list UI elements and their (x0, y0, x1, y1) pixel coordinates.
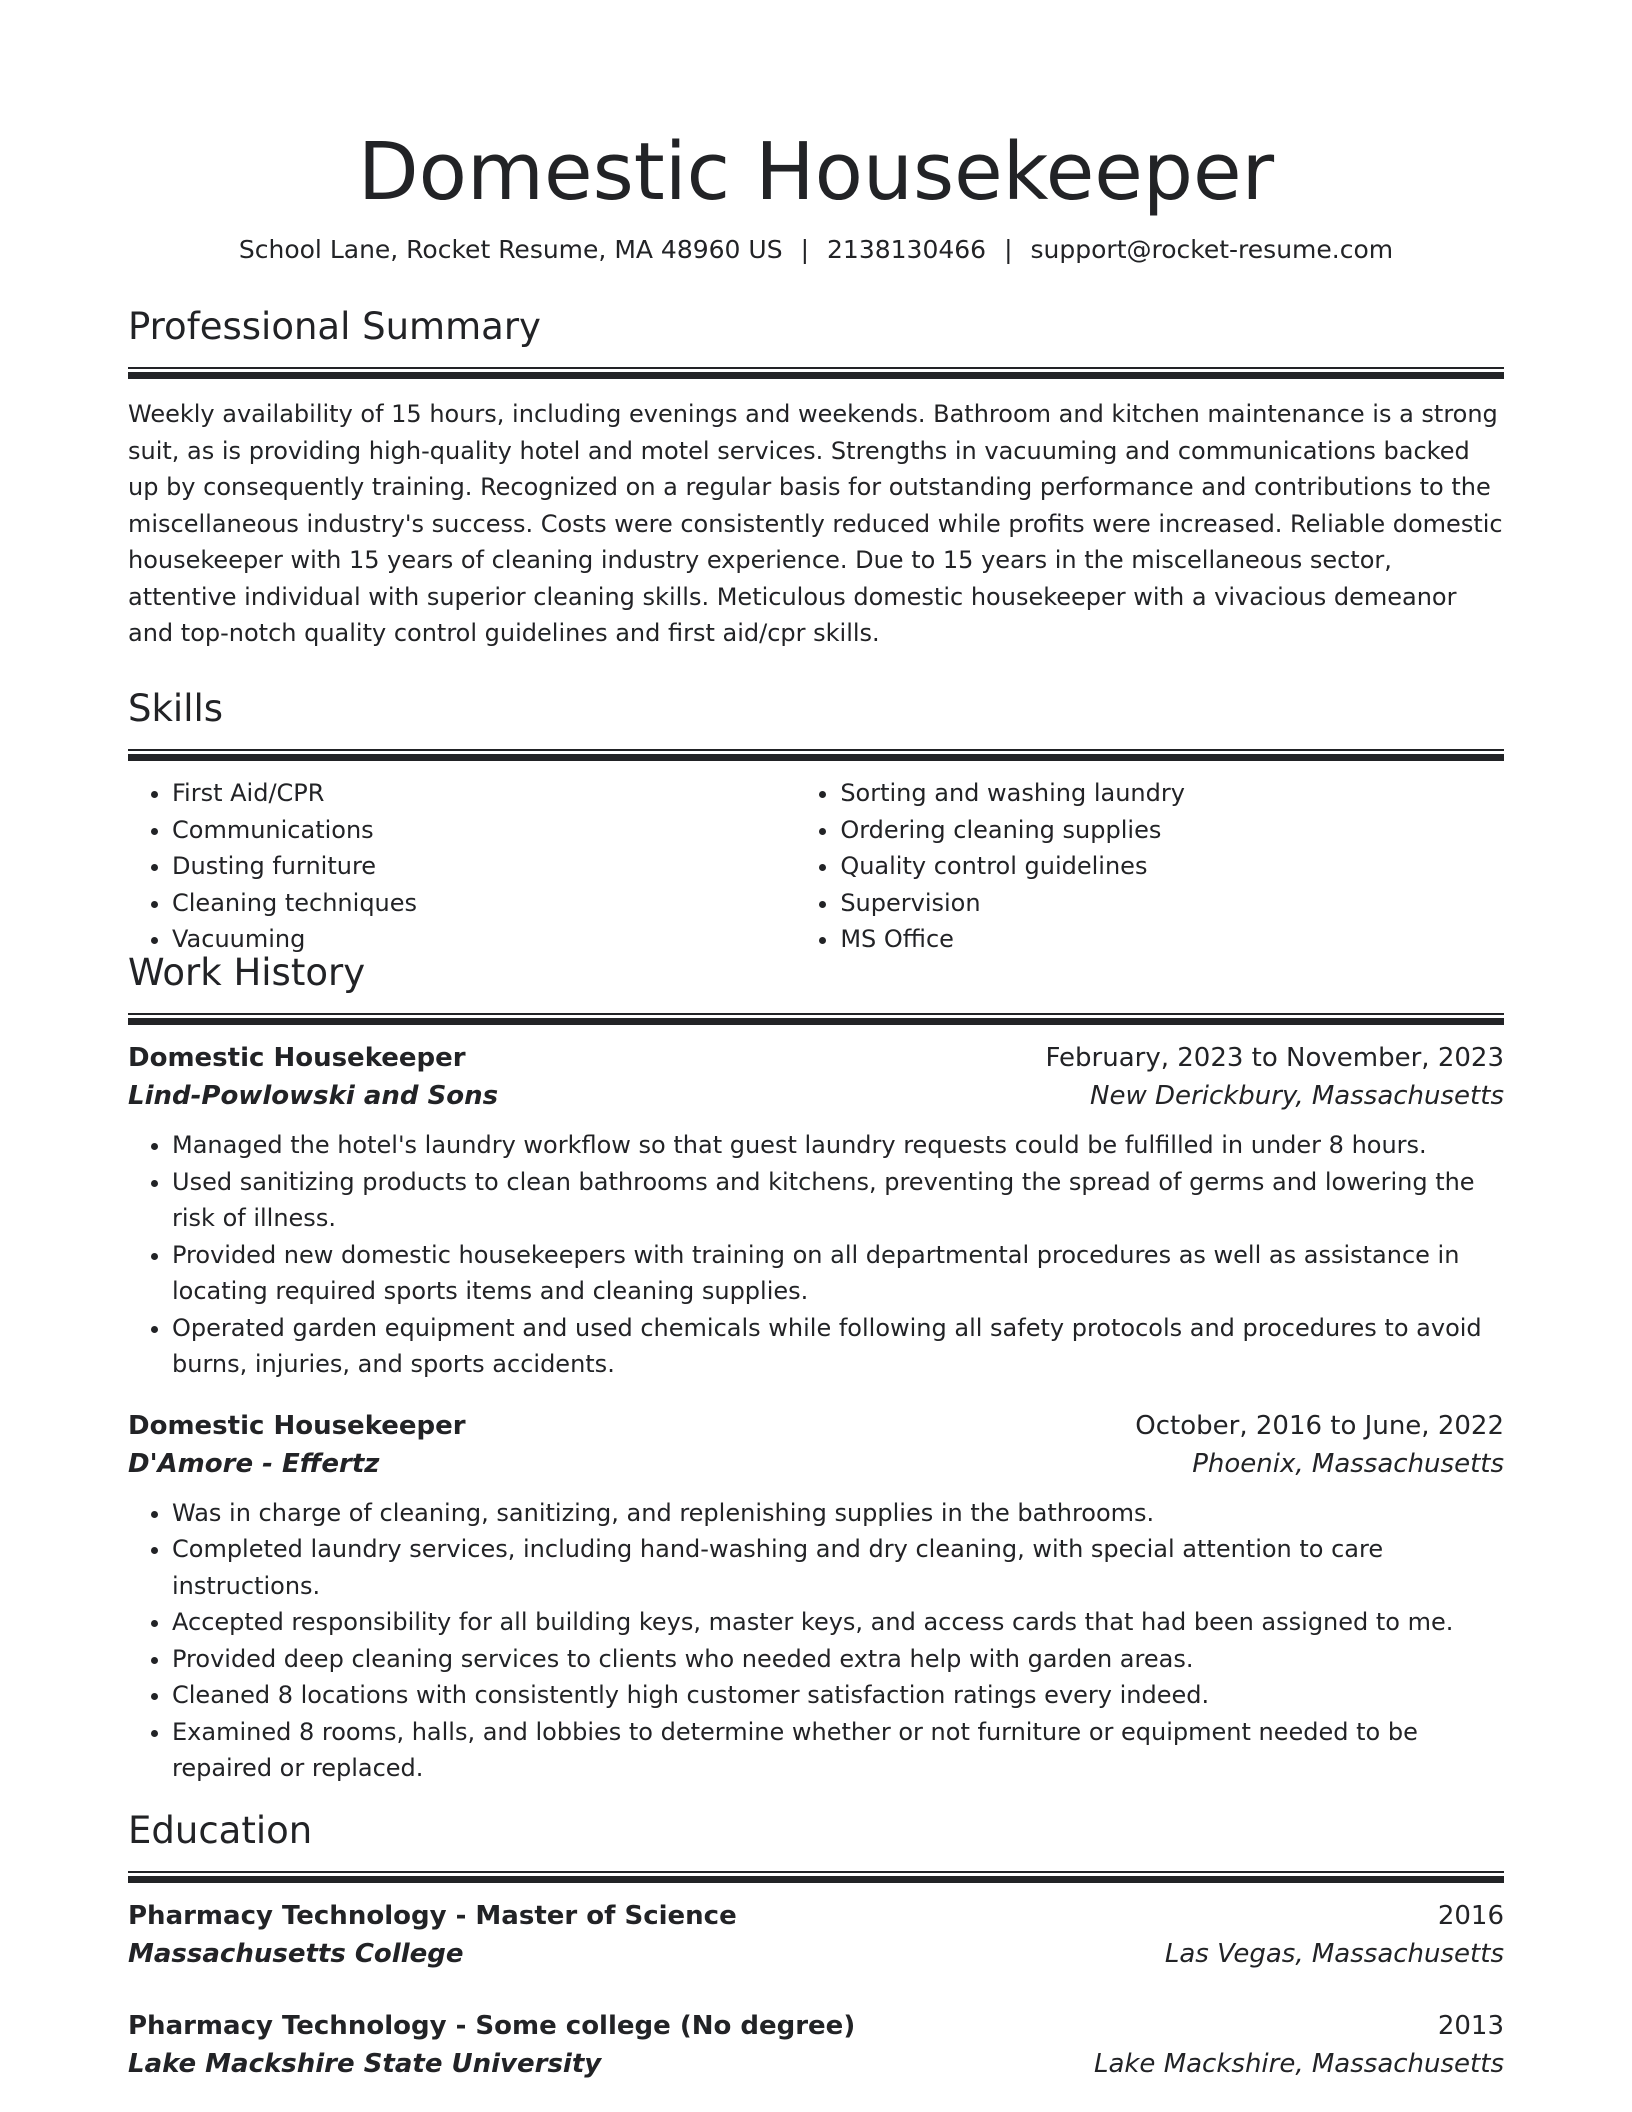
skill-item: • MS Office (840, 921, 1504, 958)
duty-item: • Cleaned 8 locations with consistently high customer satisfaction ratings every indeed. (172, 1677, 1504, 1714)
job-title: Domestic Housekeeper (128, 1410, 466, 1441)
school-location: Las Vegas, Massachusetts (1164, 1938, 1504, 1969)
section-title-work: Work History (128, 951, 366, 994)
education-subheader (128, 1935, 1504, 1973)
education-entry (128, 2007, 1504, 2083)
skill-item: • Communications (172, 812, 796, 849)
company-name: D'Amore - Effertz (128, 1448, 380, 1479)
job-duties (128, 1127, 1504, 1383)
skill-item: • Vacuuming (172, 921, 796, 958)
school-name: Lake Mackshire State University (128, 2048, 602, 2079)
graduation-year: 2016 (1437, 1900, 1504, 1931)
section-title-skills: Skills (128, 687, 224, 730)
resume-page (128, 0, 1504, 2083)
education-section (128, 1807, 1504, 2083)
address: School Lane, Rocket Resume, MA 48960 US (238, 235, 783, 264)
company-name: Lind-Powlowski and Sons (128, 1081, 499, 1111)
skill-item: • Cleaning techniques (172, 885, 796, 922)
job-duties (128, 1495, 1504, 1787)
job-entry (128, 1407, 1504, 1787)
education-header (128, 2007, 1504, 2045)
separator: | (800, 235, 810, 264)
section-title-summary: Professional Summary (128, 305, 541, 348)
job-location: Phoenix, Massachusetts (1192, 1448, 1504, 1479)
email-link[interactable]: support@rocket-resume.com (1030, 235, 1394, 264)
summary-section (128, 303, 1504, 652)
section-divider (128, 1871, 1504, 1883)
education-header (128, 1897, 1504, 1935)
section-divider (128, 367, 1504, 379)
skill-item: • Quality control guidelines (840, 848, 1504, 885)
section-title-education: Education (128, 1808, 313, 1852)
education-subheader (128, 2045, 1504, 2083)
section-divider (128, 1013, 1504, 1025)
contact-line (128, 233, 1504, 267)
education-entry (128, 1897, 1504, 1973)
phone: 2138130466 (827, 235, 987, 264)
separator: | (1004, 235, 1013, 264)
skills-list-left (128, 775, 796, 953)
job-subheader (128, 1445, 1504, 1483)
job-header (128, 1039, 1504, 1077)
job-title: Domestic Housekeeper (128, 1043, 466, 1073)
duty-item: • Completed laundry services, including hand-washing and dry cleaning, with special attention to care instructions. (172, 1531, 1504, 1604)
job-dates: February, 2023 to November, 2023 (1045, 1043, 1504, 1073)
graduation-year: 2013 (1437, 2010, 1504, 2041)
job-entry (128, 1039, 1504, 1383)
work-history-section (128, 949, 1504, 1787)
degree-title: Pharmacy Technology - Master of Science (128, 1900, 737, 1931)
skill-item: • Ordering cleaning supplies (840, 812, 1504, 849)
summary-text: Weekly availability of 15 hours, including evenings and weekends. Bathroom and kitchen maintenance is a strong suit, as is providing high-quality hotel and motel services. Strengths in vacuuming and communications backed up by consequently training. Recognized on a regular basis for outstanding performance and contributions to the miscellaneous industry's success. Costs were consistently reduced while profits were increased. Reliable domestic housekeeper with 15 years of cleaning industry experience. Due to 15 years in the miscellaneous sector, attentive individual with superior cleaning skills. Meticulous domestic housekeeper with a vivacious demeanor and top-notch quality control guidelines and first aid/cpr skills. (128, 400, 1503, 647)
skill-item: • First Aid/CPR (172, 775, 796, 812)
job-dates: October, 2016 to June, 2022 (1135, 1410, 1504, 1441)
duty-item: • Was in charge of cleaning, sanitizing, and replenishing supplies in the bathrooms. (172, 1495, 1504, 1532)
skills-section (128, 685, 1504, 953)
job-subheader (128, 1077, 1504, 1115)
skill-item: • Dusting furniture (172, 848, 796, 885)
duty-item: • Examined 8 rooms, halls, and lobbies to determine whether or not furniture or equipment needed to be repaired or replaced. (172, 1714, 1504, 1787)
duty-item: • Provided new domestic housekeepers with training on all departmental procedures as well as assistance in locating required sports items and cleaning supplies. (172, 1237, 1504, 1310)
duty-item: • Used sanitizing products to clean bathrooms and kitchens, preventing the spread of germs and lowering the risk of illness. (172, 1164, 1504, 1237)
duty-item: • Provided deep cleaning services to clients who needed extra help with garden areas. (172, 1641, 1504, 1678)
duty-item: • Operated garden equipment and used chemicals while following all safety protocols and procedures to avoid burns, injuries, and sports accidents. (172, 1310, 1504, 1383)
skill-item: • Sorting and washing laundry (840, 775, 1504, 812)
duty-item: • Accepted responsibility for all building keys, master keys, and access cards that had been assigned to me. (172, 1604, 1504, 1641)
school-location: Lake Mackshire, Massachusetts (1093, 2048, 1504, 2079)
school-name: Massachusetts College (128, 1938, 464, 1969)
section-divider (128, 749, 1504, 761)
skills-list-right (796, 775, 1504, 953)
degree-title: Pharmacy Technology - Some college (No degree) (128, 2010, 856, 2041)
job-header (128, 1407, 1504, 1445)
skill-item: • Supervision (840, 885, 1504, 922)
skills-columns (128, 775, 1504, 953)
job-location: New Derickbury, Massachusetts (1090, 1081, 1504, 1111)
candidate-name: Domestic Housekeeper (357, 126, 1275, 218)
duty-item: • Managed the hotel's laundry workflow so that guest laundry requests could be fulfilled in under 8 hours. (172, 1127, 1504, 1164)
